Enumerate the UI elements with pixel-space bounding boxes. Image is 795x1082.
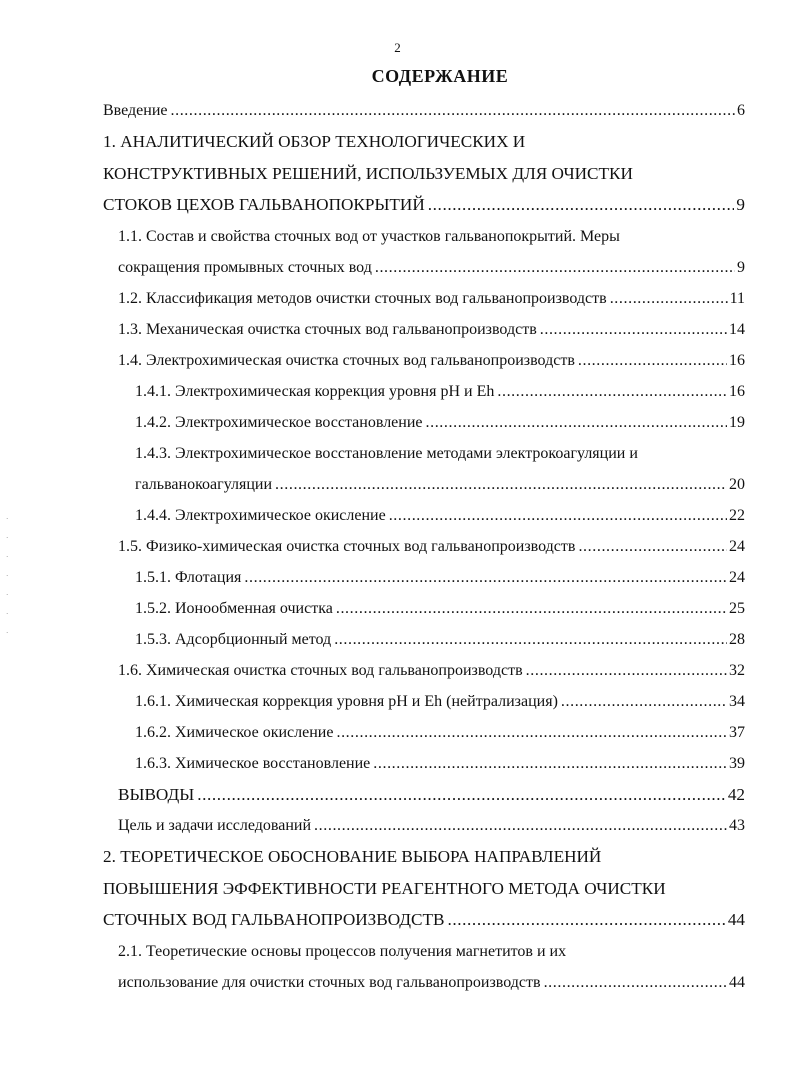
- toc-entry-title: гальванокоагуляции: [135, 475, 273, 493]
- toc-dot-leader: [334, 624, 727, 655]
- toc-entry: [103, 376, 745, 407]
- toc-entry-title: СТОЧНЫХ ВОД ГАЛЬВАНОПРОИЗВОДСТВ: [103, 910, 445, 929]
- toc-entry-line: КОНСТРУКТИВНЫХ РЕШЕНИЙ, ИСПОЛЬЗУЕМЫХ ДЛЯ ОЧИСТКИ: [103, 163, 633, 183]
- toc-entry-last-line: [118, 314, 745, 345]
- toc-entry: [103, 531, 745, 562]
- toc-entry: [103, 438, 745, 500]
- page-number: 2: [394, 40, 401, 55]
- toc-entry-title: 1.3. Механическая очистка сточных вод гальванопроизводств: [118, 320, 537, 338]
- toc-entry-last-line: [135, 686, 745, 717]
- toc-entry-title: использование для очистки сточных вод гальванопроизводств: [118, 973, 541, 991]
- page-title: СОДЕРЖАНИЕ: [371, 66, 509, 86]
- toc-dot-leader: [275, 469, 727, 500]
- toc-entry-last-line: [103, 95, 745, 126]
- toc-dot-leader: [336, 593, 727, 624]
- toc-entry-title: ВЫВОДЫ: [118, 784, 195, 804]
- toc-dot-leader: [526, 655, 727, 686]
- toc-entry-title: 1.2. Классификация методов очистки сточных вод гальванопроизводств: [118, 289, 607, 307]
- scan-margin-marks: · · · · · · ·: [6, 515, 9, 637]
- toc-entry-last-line: [135, 469, 745, 500]
- toc-entry: [103, 748, 745, 779]
- toc-entry-last-line: [135, 624, 745, 655]
- toc-page-number: 42: [727, 784, 745, 804]
- toc-entry: [103, 95, 745, 126]
- toc-dot-leader: [540, 314, 727, 345]
- toc-entry: [103, 686, 745, 717]
- toc-page-number: 24: [729, 537, 745, 555]
- toc-dot-leader: [171, 95, 736, 126]
- toc-page-number: 19: [729, 413, 745, 431]
- toc-entry-title: 1.6.2. Химическое окисление: [135, 723, 334, 741]
- toc-entry-last-line: [135, 500, 745, 531]
- toc-page-number: 11: [729, 289, 745, 307]
- toc-entry-title: 1.6.3. Химическое восстановление: [135, 754, 371, 772]
- toc-entry-last-line: [135, 562, 745, 593]
- toc-entry-last-line: [135, 717, 745, 748]
- toc-entry-title: Цель и задачи исследований: [118, 817, 312, 834]
- toc-dot-leader: [314, 810, 727, 841]
- toc-dot-leader: [373, 748, 727, 779]
- toc-entry: [103, 221, 745, 283]
- toc-entry-line: ПОВЫШЕНИЯ ЭФФЕКТИВНОСТИ РЕАГЕНТНОГО МЕТОДА ОЧИСТКИ: [103, 878, 666, 898]
- toc-entry-title: 1.4.2. Электрохимическое восстановление: [135, 413, 423, 431]
- toc-page-number: 24: [729, 568, 745, 586]
- toc-page-number: 43: [729, 817, 745, 834]
- toc-entry-title: 1.6. Химическая очистка сточных вод гальванопроизводств: [118, 661, 523, 679]
- toc-page-number: 22: [729, 506, 745, 524]
- toc-entry: [103, 126, 745, 221]
- toc-dot-leader: [428, 189, 735, 221]
- toc-entry-title: 1.4.1. Электрохимическая коррекция уровня pH и Eh: [135, 382, 495, 400]
- toc-dot-leader: [497, 376, 727, 407]
- toc-entry: [103, 593, 745, 624]
- toc-page-number: 44: [727, 910, 745, 929]
- toc-entry-last-line: [118, 967, 745, 998]
- toc-entry-last-line: [118, 252, 745, 283]
- toc-entry: [103, 283, 745, 314]
- toc-dot-leader: [197, 779, 726, 811]
- toc-entry-last-line: [118, 345, 745, 376]
- toc-entry-last-line: [135, 748, 745, 779]
- toc-page-number: 16: [729, 351, 745, 369]
- toc-entry-line: 2.1. Теоретические основы процессов получения магнетитов и их: [118, 942, 567, 960]
- toc-page-number: 28: [729, 630, 745, 648]
- toc-dot-leader: [244, 562, 727, 593]
- toc-entry: [103, 562, 745, 593]
- toc-page-number: 6: [737, 102, 745, 119]
- toc-entry: [103, 345, 745, 376]
- toc-entry-line: 1.4.3. Электрохимическое восстановление методами электрокоагуляции и: [135, 444, 638, 462]
- toc-entry: [103, 841, 745, 936]
- toc-entry: [103, 624, 745, 655]
- toc-dot-leader: [578, 345, 727, 376]
- toc-entry-line: 1. АНАЛИТИЧЕСКИЙ ОБЗОР ТЕХНОЛОГИЧЕСКИХ И: [103, 132, 526, 151]
- toc-entry-title: 1.5. Физико-химическая очистка сточных вод гальванопроизводств: [118, 537, 576, 555]
- toc-entry-title: 1.6.1. Химическая коррекция уровня pH и Eh (нейтрализация): [135, 692, 558, 710]
- toc-entry-title: СТОКОВ ЦЕХОВ ГАЛЬВАНОПОКРЫТИЙ: [103, 195, 425, 214]
- toc-entry-last-line: [103, 904, 745, 936]
- toc-entry-last-line: [118, 531, 745, 562]
- toc-entry-last-line: [135, 376, 745, 407]
- toc-page-number: 14: [729, 320, 745, 338]
- toc-entry-line: 1.1. Состав и свойства сточных вод от участков гальванопокрытий. Меры: [118, 227, 620, 245]
- toc-dot-leader: [426, 407, 728, 438]
- toc-entry-title: 1.5.2. Ионообменная очистка: [135, 599, 333, 617]
- toc-entry-last-line: [118, 655, 745, 686]
- toc-entry-last-line: [118, 283, 745, 314]
- toc-dot-leader: [610, 283, 728, 314]
- toc-page-number: 16: [729, 382, 745, 400]
- toc-entry-title: 1.5.3. Адсорбционный метод: [135, 630, 332, 648]
- toc-entry-title: 1.4.4. Электрохимическое окисление: [135, 506, 386, 524]
- toc-page-number: 32: [729, 661, 745, 679]
- toc-entry-line: 2. ТЕОРЕТИЧЕСКОЕ ОБОСНОВАНИЕ ВЫБОРА НАПРАВЛЕНИЙ: [103, 847, 602, 866]
- toc-dot-leader: [336, 717, 727, 748]
- toc-page-number: 20: [729, 475, 745, 493]
- toc-page-number: 9: [736, 195, 745, 214]
- toc-page-number: 34: [729, 692, 745, 710]
- toc-entry-title: 1.5.1. Флотация: [135, 568, 242, 586]
- toc-entry: [103, 717, 745, 748]
- toc-dot-leader: [389, 500, 727, 531]
- toc-entry-last-line: [118, 779, 745, 811]
- toc-page-number: 44: [729, 973, 745, 991]
- toc-dot-leader: [544, 967, 727, 998]
- toc-entry: [103, 314, 745, 345]
- toc-entry-title: 1.4. Электрохимическая очистка сточных вод гальванопроизводств: [118, 351, 575, 369]
- table-of-contents: [103, 95, 745, 998]
- toc-entry: [103, 810, 745, 841]
- toc-entry: [103, 500, 745, 531]
- toc-entry-last-line: [118, 810, 745, 841]
- toc-dot-leader: [578, 531, 727, 562]
- toc-page-number: 25: [729, 599, 745, 617]
- toc-page-number: 9: [737, 258, 745, 276]
- toc-dot-leader: [447, 904, 725, 936]
- toc-entry-title: сокращения промывных сточных вод: [118, 258, 372, 276]
- toc-page-number: 39: [729, 754, 745, 772]
- toc-entry-last-line: [135, 593, 745, 624]
- toc-entry: [103, 407, 745, 438]
- toc-entry: [103, 655, 745, 686]
- toc-entry: [103, 936, 745, 998]
- toc-entry-last-line: [103, 189, 745, 221]
- toc-entry-last-line: [135, 407, 745, 438]
- toc-dot-leader: [375, 252, 735, 283]
- toc-dot-leader: [561, 686, 727, 717]
- toc-entry: [103, 779, 745, 811]
- toc-entry-title: Введение: [103, 102, 168, 119]
- toc-page-number: 37: [729, 723, 745, 741]
